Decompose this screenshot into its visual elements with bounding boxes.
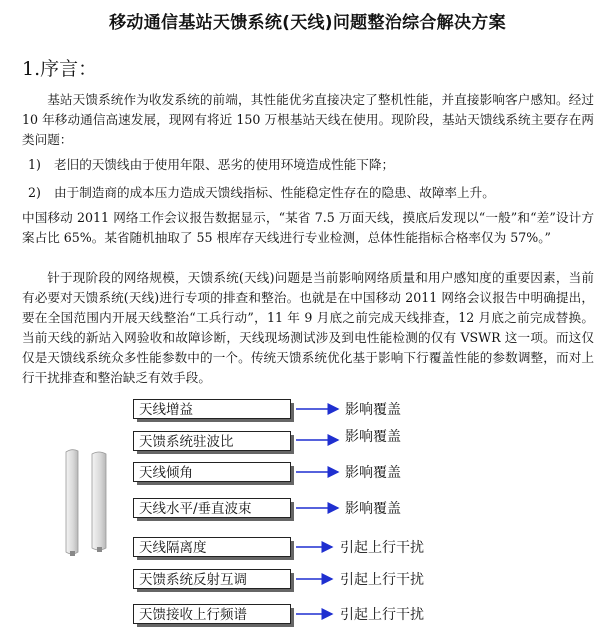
effect-label: 影响覆盖 xyxy=(345,465,401,481)
param-label: 天馈接收上行频谱 xyxy=(139,607,247,623)
param-box xyxy=(133,462,291,482)
param-box xyxy=(133,537,291,557)
list-item-text: 老旧的天馈线由于使用年限、恶劣的使用环境造成性能下降； xyxy=(54,157,395,172)
effect-label: 影响覆盖 xyxy=(345,402,401,418)
param-box xyxy=(133,399,291,419)
effect-label: 引起上行干扰 xyxy=(340,607,424,623)
effect-label: 影响覆盖 xyxy=(345,501,401,517)
param-box xyxy=(133,604,291,624)
param-label: 天馈系统反射互调 xyxy=(139,572,247,588)
param-box xyxy=(133,431,291,451)
list-item-number: 1) xyxy=(28,157,41,172)
effect-label: 影响覆盖 xyxy=(345,429,401,445)
param-label: 天线增益 xyxy=(139,402,193,418)
param-label: 天线隔离度 xyxy=(139,540,207,556)
param-label: 天线水平/垂直波束 xyxy=(139,501,252,517)
list-item-number: 2) xyxy=(28,185,41,200)
list-item-text: 由于制造商的成本压力造成天馈线指标、性能稳定性存在的隐患、故障率上升。 xyxy=(54,185,495,200)
report-paragraph: 中国移动 2011 网络工作会议报告数据显示，“某省 7.5 万面天线，摸底后发现以“一般”和“差”设计方案占比 65%。某省随机抽取了 55 根库存天线进行专业检测，总体性能指标合格率仅为 57%。” xyxy=(22,210,594,245)
param-box xyxy=(133,498,291,518)
document-title: 移动通信基站天馈系统(天线)问题整治综合解决方案 xyxy=(109,13,506,33)
effect-label: 引起上行干扰 xyxy=(340,572,424,588)
param-box xyxy=(133,569,291,589)
param-label: 天线倾角 xyxy=(139,465,193,481)
analysis-paragraph: 针于现阶段的网络规模，天馈系统(天线)问题是当前影响网络质量和用户感知度的重要因素，当前有必要对天馈系统(天线)进行专项的排查和整治。也就是在中国移动 2011 网络会议报告中明确提出，要在全国范围内开展天线整治“工兵行动”，11 年 9 月底之前完成天线排查，12 月底之前完成替换。当前天线的新站入网验收和故障诊断，天线现场测试涉及到电性能检测的仅有 VSWR 这一项。而这仅仅是天馈线系统众多性能参数中的一个。传统天馈系统优化基于影响下行覆盖性能的参数调整，而对上行干扰排查和整治缺乏有效手段。 xyxy=(22,270,594,385)
section-heading: 1.序言： xyxy=(22,58,98,80)
intro-paragraph: 基站天馈系统作为收发系统的前端，其性能优劣直接决定了整机性能，并直接影响客户感知。经过 10 年移动通信高速发展，现网有将近 150 万根基站天线在使用。现阶段，基站天馈线系统主要存在两类问题： xyxy=(22,92,594,147)
param-label: 天馈系统驻波比 xyxy=(139,434,234,450)
effect-label: 引起上行干扰 xyxy=(340,540,424,556)
